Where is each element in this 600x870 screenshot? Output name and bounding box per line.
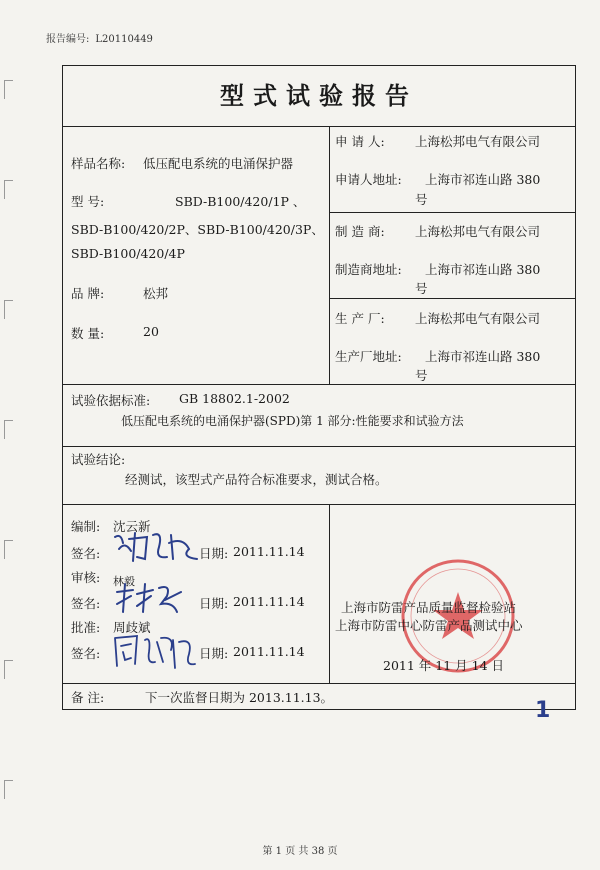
issuer-org-2: 上海市防雷中心防雷产品测试中心: [335, 618, 523, 633]
factory-address-label: 生产厂地址:: [335, 349, 402, 364]
note-label: 备 注:: [71, 690, 105, 705]
page-number: 第 1 页 共 38 页: [262, 846, 338, 857]
edge-tick: [4, 780, 13, 799]
approved-date: 2011.11.14: [233, 644, 305, 659]
issue-date: 2011 年 11 月 14 日: [383, 658, 504, 673]
factory-address-cont: 号: [415, 368, 428, 383]
page-mark: 1: [535, 698, 551, 723]
brand-value: 松邦: [143, 286, 169, 301]
compiled-date: 2011.11.14: [233, 544, 305, 559]
reviewed-label: 审核:: [71, 570, 101, 585]
approved-name: 周歧斌: [113, 620, 151, 635]
compiled-date-label: 日期:: [199, 546, 229, 561]
factory-label: 生 产 厂:: [335, 311, 385, 326]
issuer-org-1: 上海市防雷产品质量监督检验站: [341, 600, 517, 615]
report-number-label: 报告编号:: [46, 34, 90, 45]
standard-description: 低压配电系统的电涌保护器(SPD)第 1 部分:性能要求和试验方法: [121, 414, 464, 428]
standard-code: GB 18802.1-2002: [179, 391, 290, 406]
note-text: 下一次监督日期为 2013.11.13。: [145, 690, 334, 705]
report-title: 型式试验报告: [220, 81, 418, 110]
reviewed-name: 林毅: [113, 575, 135, 588]
factory-address-value: 上海市祁连山路 380: [425, 349, 541, 364]
manufacturer-address-value: 上海市祁连山路 380: [425, 262, 541, 277]
compiled-sign-label: 签名:: [71, 546, 101, 561]
report-number: [46, 30, 153, 45]
applicant-address-value: 上海市祁连山路 380: [425, 172, 541, 187]
sample-name-value: 低压配电系统的电涌保护器: [143, 156, 294, 171]
reviewed-date: 2011.11.14: [233, 594, 305, 609]
approved-label: 批准:: [71, 620, 101, 635]
model-label: 型 号:: [71, 194, 105, 209]
approved-sign-label: 签名:: [71, 646, 101, 661]
conclusion-label: 试验结论:: [71, 452, 126, 467]
sample-name-label: 样品名称:: [71, 156, 126, 171]
edge-tick: [4, 180, 13, 199]
handwritten-signature-approver: [109, 632, 199, 672]
edge-tick: [4, 80, 13, 99]
conclusion-text: 经测试，该型式产品符合标准要求，测试合格。: [125, 472, 388, 487]
model-line1: SBD-B100/420/1P 、: [175, 194, 306, 209]
manufacturer-address-label: 制造商地址:: [335, 262, 402, 277]
edge-tick: [4, 660, 13, 679]
factory-value: 上海松邦电气有限公司: [415, 311, 541, 326]
standard-label: 试验依据标准:: [71, 393, 151, 408]
report-number-value: L20110449: [95, 34, 153, 45]
handwritten-signature-compiler: [111, 529, 201, 565]
reviewed-date-label: 日期:: [199, 596, 229, 611]
quantity-value: 20: [143, 324, 159, 339]
compiled-name: 沈云新: [113, 519, 151, 534]
applicant-label: 申 请 人:: [335, 134, 385, 149]
report-form: [62, 65, 576, 710]
compiled-label: 编制:: [71, 519, 101, 534]
edge-tick: [4, 420, 13, 439]
manufacturer-label: 制 造 商:: [335, 224, 385, 239]
applicant-address-cont: 号: [415, 192, 428, 207]
model-line3: SBD-B100/420/4P: [71, 246, 185, 261]
edge-tick: [4, 300, 13, 319]
handwritten-signature-reviewer: [111, 582, 191, 616]
approved-date-label: 日期:: [199, 646, 229, 661]
applicant-value: 上海松邦电气有限公司: [415, 134, 541, 149]
manufacturer-value: 上海松邦电气有限公司: [415, 224, 541, 239]
model-line2: SBD-B100/420/2P、SBD-B100/420/3P、: [71, 222, 324, 237]
quantity-label: 数 量:: [71, 326, 105, 341]
manufacturer-address-cont: 号: [415, 281, 428, 296]
reviewed-sign-label: 签名:: [71, 596, 101, 611]
edge-tick: [4, 540, 13, 559]
applicant-address-label: 申请人地址:: [335, 172, 402, 187]
brand-label: 品 牌:: [71, 286, 105, 301]
